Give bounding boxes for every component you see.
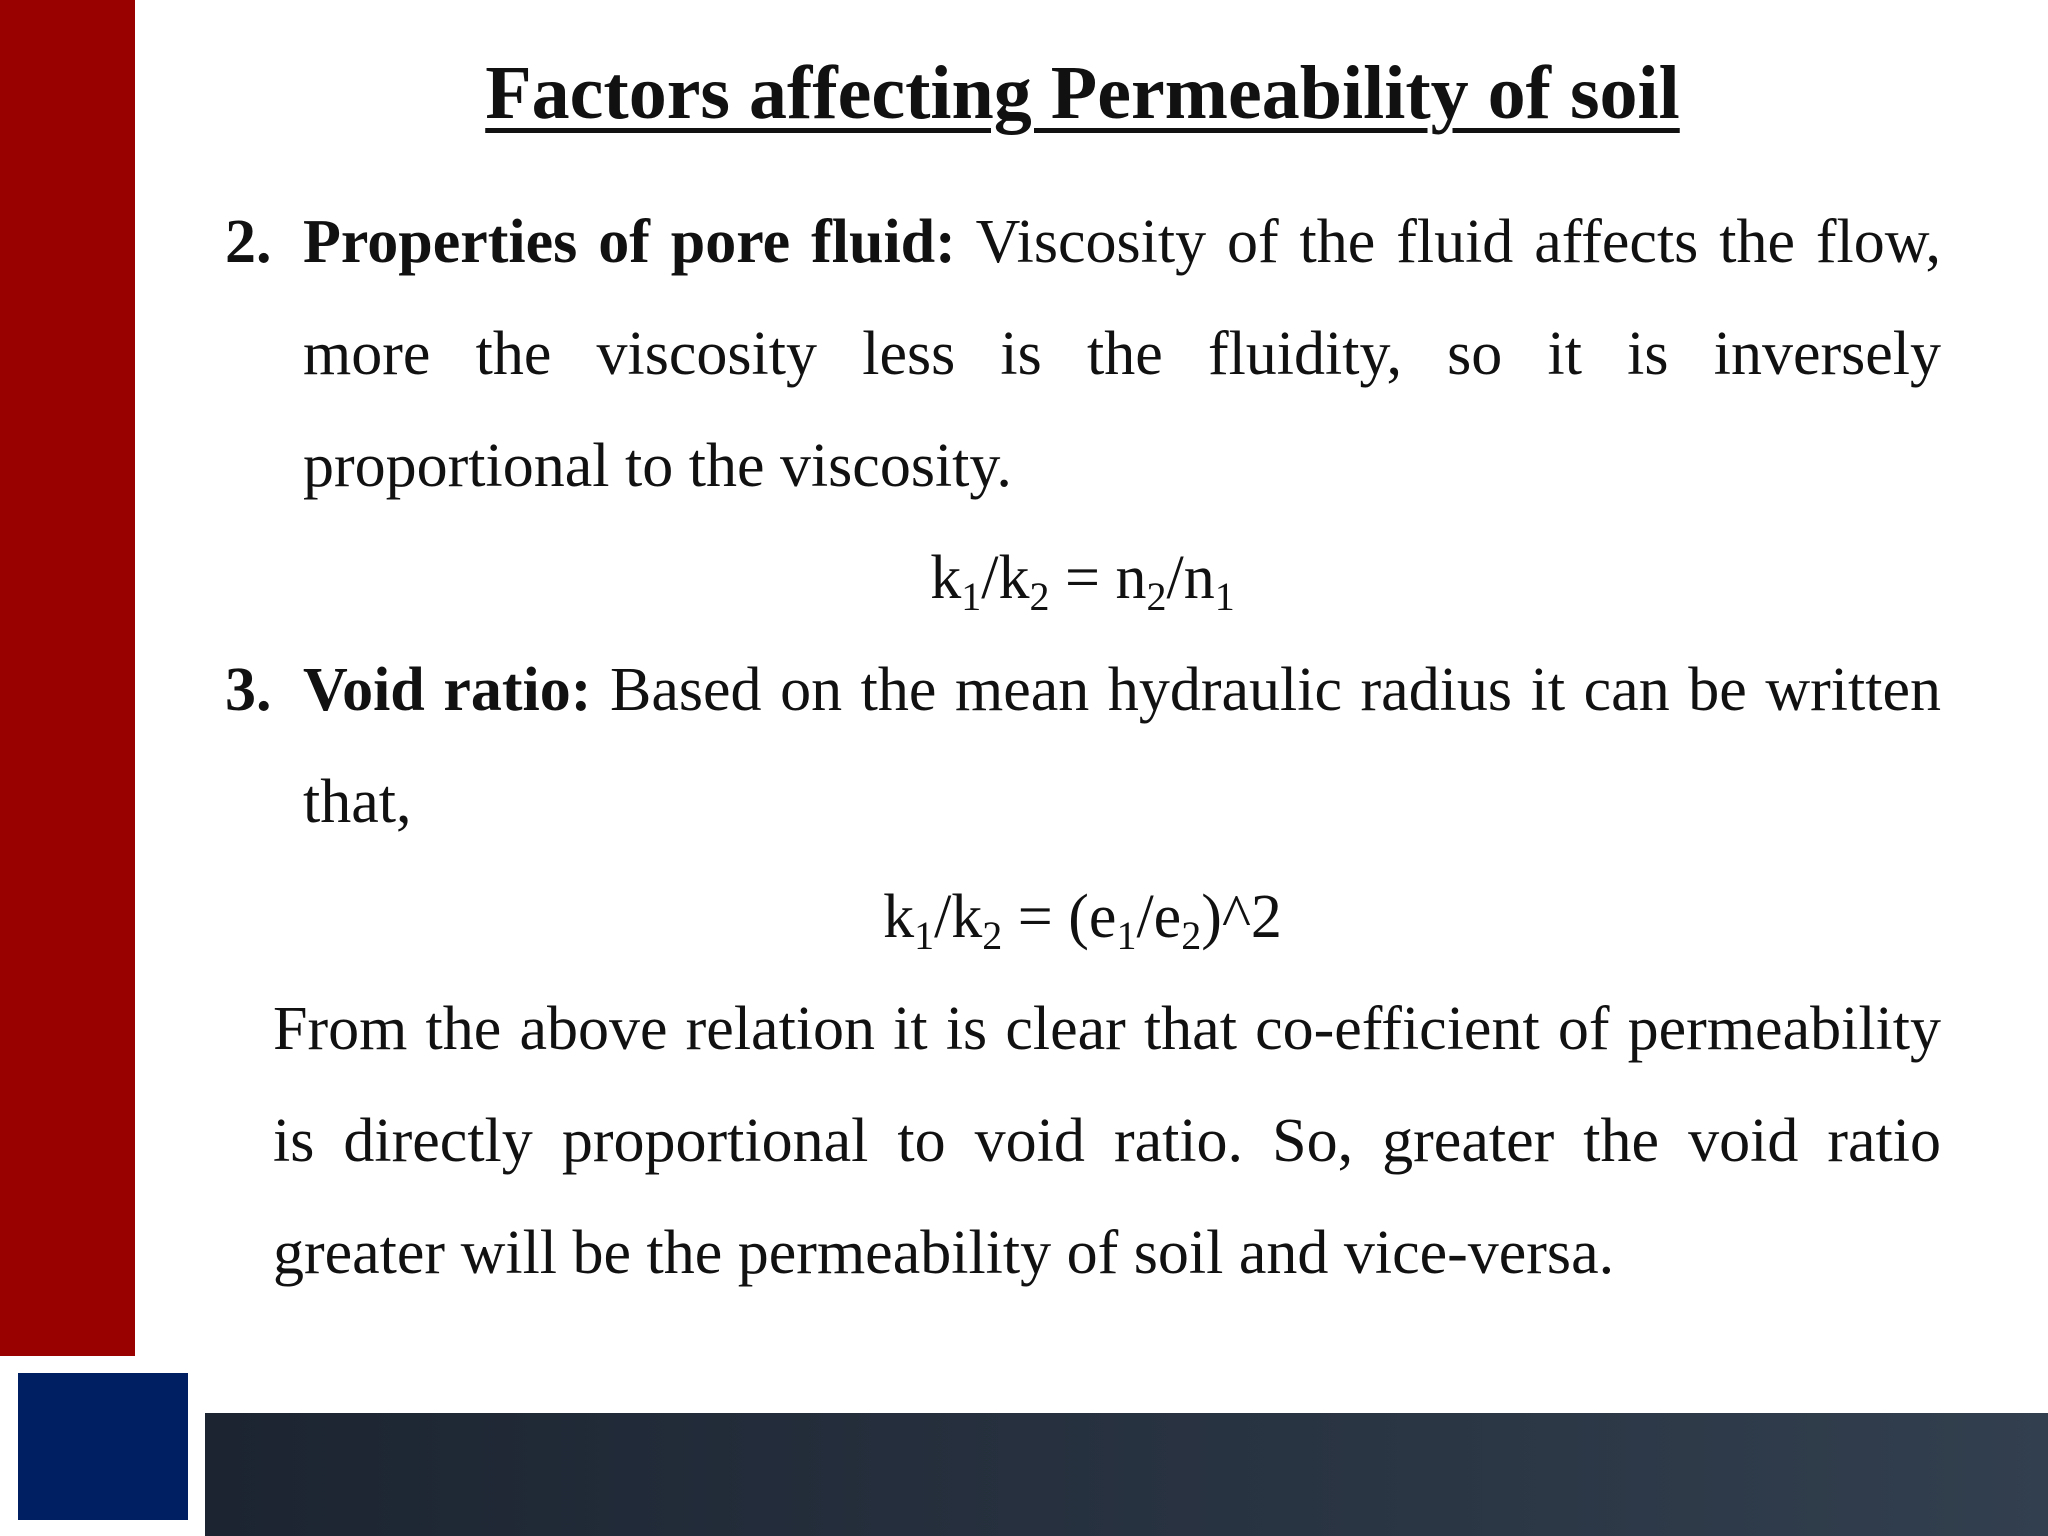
formula1-sub-4: 1 xyxy=(1214,574,1235,619)
item-number-3: 3. xyxy=(225,656,272,724)
item-pore-fluid xyxy=(303,186,1941,522)
footer-band xyxy=(205,1413,2048,1536)
formula2-sub-4: 2 xyxy=(1181,913,1202,958)
item-body-pore-fluid: Viscosity of the fluid affects the flow, more the viscosity less is the fluidity, so it is inversely proportional to the viscosity. xyxy=(303,208,1941,500)
formula1-equals-n: = n xyxy=(1049,544,1147,612)
conclusion-paragraph: From the above relation it is clear that co-efficient of permeability is directly proportional to void ratio. So, greater the void ratio greater will be the permeability of soil and vice-versa. xyxy=(273,995,1941,1287)
item-heading-pore-fluid: Properties of pore fluid: xyxy=(303,208,956,276)
formula2-k: k xyxy=(883,883,915,951)
formula2-sub-3: 1 xyxy=(1116,913,1137,958)
formula1-sub-1: 1 xyxy=(961,574,982,619)
formula1-k: k xyxy=(930,544,962,612)
item-number-2: 2. xyxy=(225,208,272,276)
formula2-sub-2: 2 xyxy=(982,913,1003,958)
item-heading-void-ratio: Void ratio: xyxy=(303,656,592,724)
formula1-slash-k: /k xyxy=(981,544,1030,612)
item-body-void-ratio: Based on the mean hydraulic radius it can be written that, xyxy=(303,656,1941,836)
formula1-sub-2: 2 xyxy=(1029,574,1050,619)
formula2-slash-k: /k xyxy=(934,883,983,951)
formula1-slash-n: /n xyxy=(1166,544,1215,612)
item-void-ratio xyxy=(303,634,1941,858)
red-side-bar xyxy=(0,0,135,1356)
formula2-sub-1: 1 xyxy=(914,913,935,958)
formula-viscosity xyxy=(0,541,2048,619)
formula2-tail: )^2 xyxy=(1201,883,1282,951)
formula1-sub-3: 2 xyxy=(1146,574,1167,619)
formula2-equals-e: = (e xyxy=(1002,883,1117,951)
blue-square-decoration xyxy=(18,1373,188,1520)
slide-title: Factors affecting Permeability of soil xyxy=(485,51,1680,135)
formula-void-ratio xyxy=(0,880,2048,958)
formula2-slash-e: /e xyxy=(1136,883,1182,951)
